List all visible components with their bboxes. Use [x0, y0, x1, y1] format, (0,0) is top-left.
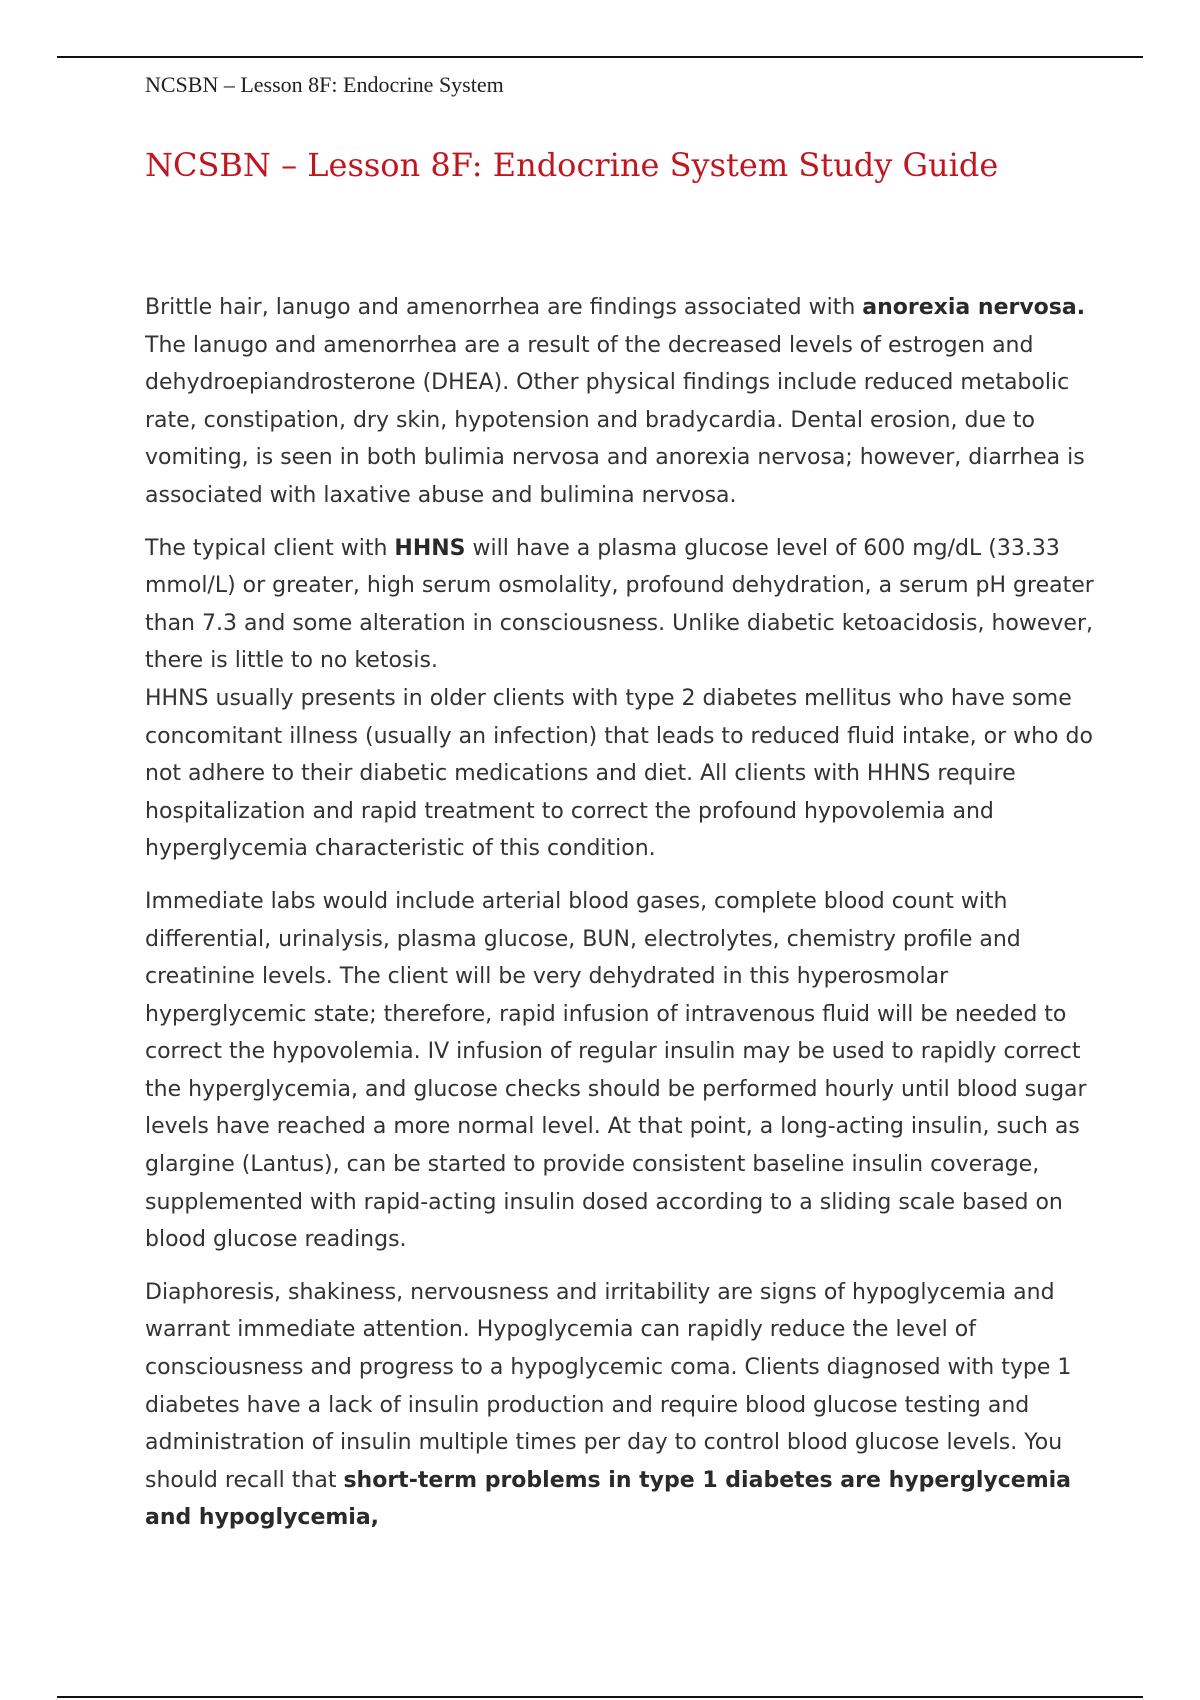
footer-rule — [57, 1696, 1143, 1698]
paragraph-text: Diaphoresis, shakiness, nervousness and irritability are signs of hypoglycemia and warrant immediate attention. Hypoglycemia can rapidly reduce the level of consciousness and progress to a hypoglycemic coma. Clients diagnosed with type 1 diabetes have a lack of insulin production and require blood glucose testing and administration of insulin multiple times per day to control blood glucose levels. You should recall that — [145, 1279, 1072, 1493]
paragraph-hhns-labs — [145, 530, 1100, 680]
paragraph-text: The typical client with — [145, 535, 395, 561]
bold-term-type1-problems: short-term problems in type 1 diabetes are hyperglycemia and hypoglycemia, — [145, 1467, 1071, 1531]
bold-term-anorexia: anorexia nervosa. — [862, 295, 1086, 320]
bold-term-hhns: HHNS — [394, 535, 466, 561]
paragraph-immediate-labs: Immediate labs would include arterial blood gases, complete blood count with differential, urinalysis, plasma glucose, BUN, electrolytes, chemistry profile and creatinine levels. The client will be very dehydrated in this hyperosmolar hyperglycemic state; therefore, rapid infusion of intravenous fluid will be needed to correct the hypovolemia. IV infusion of regular insulin may be used to rapidly correct the hyperglycemia, and glucose checks should be performed hourly until blood sugar levels have reached a more normal level. At that point, a long-acting insulin, such as glargine (Lantus), can be started to provide consistent baseline insulin coverage, supplemented with rapid-acting insulin dosed according to a sliding scale based on blood glucose readings. — [145, 888, 1087, 1253]
running-header: NCSBN – Lesson 8F: Endocrine System — [145, 72, 504, 97]
document-body — [145, 289, 1100, 1552]
paragraph-text: will have a plasma glucose level of 600 mg/dL (33.33 mmol/L) or greater, high serum osmolality, profound dehydration, a serum pH greater than 7.3 and some alteration in consciousness. Unlike diabetic ketoacidosis, however, there is little to no ketosis. — [145, 535, 1094, 674]
paragraph-text: The lanugo and amenorrhea are a result of the decreased levels of estrogen and dehydroepiandrosterone (DHEA). Other physical findings include reduced metabolic rate, constipation, dry skin, hypotension and bradycardia. Dental erosion, due to vomiting, is seen in both bulimia nervosa and anorexia nervosa; however, diarrhea is associated with laxative abuse and bulimina nervosa. — [145, 332, 1085, 508]
document-title: NCSBN – Lesson 8F: Endocrine System Study Guide — [145, 146, 999, 184]
paragraph-text: Brittle hair, lanugo and amenorrhea are findings associated with — [145, 295, 863, 320]
paragraph-anorexia — [145, 289, 1100, 515]
paragraph-hypoglycemia — [145, 1274, 1100, 1537]
paragraph-hhns-presentation: HHNS usually presents in older clients with type 2 diabetes mellitus who have some concomitant illness (usually an infection) that leads to reduced fluid intake, or who do not adhere to their diabetic medications and diet. All clients with HHNS require hospitalization and rapid treatment to correct the profound hypovolemia and hyperglycemia characteristic of this condition. — [145, 685, 1093, 862]
header-rule — [57, 56, 1143, 58]
